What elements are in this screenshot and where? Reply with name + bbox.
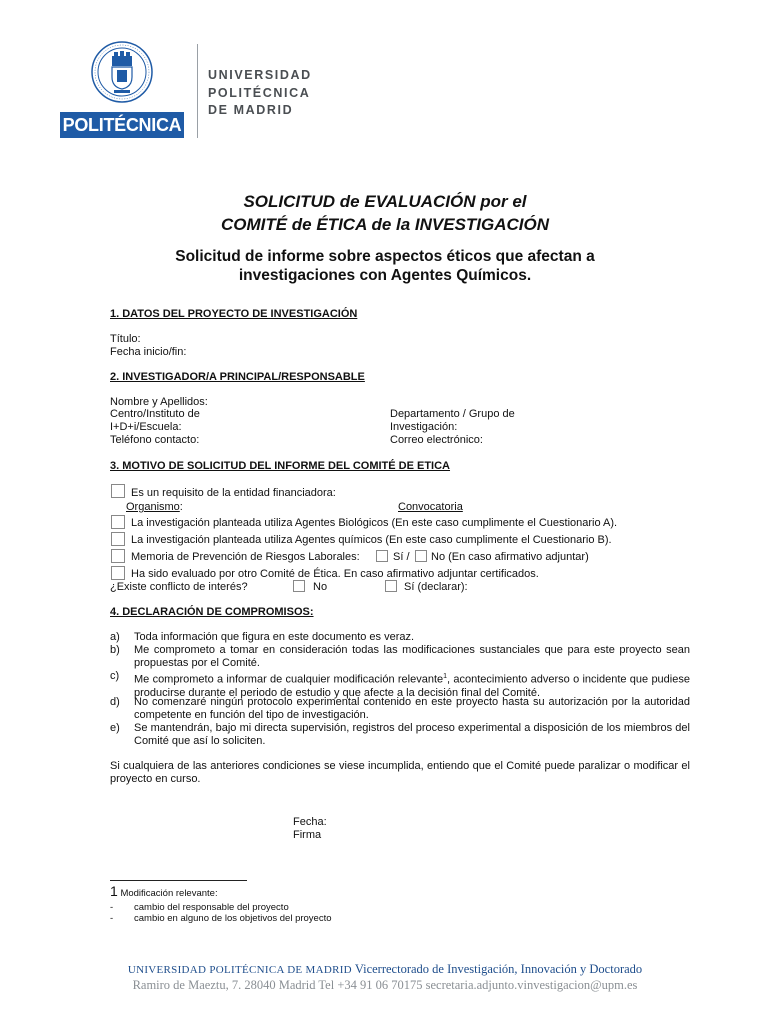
university-name (208, 67, 312, 120)
list-item-text-part: , acontecimiento adverso o incidente que pudiese producirse durante el periodo de estudio y que afecte a la decisión final del Comité. (134, 673, 690, 699)
memoria-no-checkbox[interactable] (415, 550, 427, 562)
departamento-label-line1: Departamento / Grupo de (390, 408, 515, 420)
section1-heading: 1. DATOS DEL PROYECTO DE INVESTIGACIÓN (110, 308, 358, 320)
signature-fecha-label: Fecha: (293, 816, 327, 828)
list-item-text: Toda información que figura en este documento es veraz. (134, 631, 415, 643)
conflicto-no-checkbox[interactable] (293, 580, 305, 592)
list-item (110, 644, 690, 670)
upm-logo (60, 40, 184, 138)
footer-university: UNIVERSIDAD POLITÉCNICA DE MADRID (127, 964, 352, 976)
conflicto-label: ¿Existe conflicto de interés? (110, 581, 248, 593)
quimicos-label: La investigación planteada utiliza Agentes químicos (En este caso cumplimente el Cuestionario B). (131, 534, 612, 546)
conflicto-si-label: Sí (declarar): (404, 581, 468, 593)
conflicto-si-checkbox[interactable] (385, 580, 397, 592)
list-marker: d) (110, 696, 120, 708)
header-divider (197, 44, 198, 138)
centro-label-line2: I+D+i/Escuela: (110, 421, 182, 433)
biologicos-checkbox[interactable] (111, 515, 125, 529)
nombre-label: Nombre y Apellidos: (110, 396, 208, 408)
brand-logo-text: POLITÉCNICA (60, 112, 184, 138)
signature-firma-label: Firma (293, 829, 322, 841)
convocatoria-label: Convocatoria (398, 501, 463, 513)
list-item (110, 722, 690, 748)
list-item-text: Se mantendrán, bajo mi directa supervisión, registros del proceso experimental a disposición de los miembros del Comité que así lo soliciten. (134, 722, 690, 747)
list-item (110, 631, 690, 644)
centro-label-line1: Centro/Instituto de (110, 408, 200, 420)
otro-comite-label: Ha sido evaluado por otro Comité de Ética. En caso afirmativo adjuntar certificados. (131, 568, 539, 580)
financiadora-checkbox[interactable] (111, 484, 125, 498)
otro-comite-checkbox[interactable] (111, 566, 125, 580)
memoria-si-checkbox[interactable] (376, 550, 388, 562)
list-item-text-part: Me comprometo a informar de cualquier modificación relevante (134, 673, 444, 686)
telefono-label: Teléfono contacto: (110, 434, 200, 446)
footer-line1 (0, 962, 770, 977)
footnote-item-marker: - (110, 902, 114, 913)
biologicos-label: La investigación planteada utiliza Agentes Biológicos (En este caso cumplimente el Cuestionario A). (131, 517, 618, 529)
memoria-si-label: Sí / (393, 551, 410, 563)
organismo-label (126, 501, 183, 514)
form-title-line2: COMITÉ de ÉTICA de la INVESTIGACIÓN (220, 215, 550, 234)
university-name-line: POLITÉCNICA (208, 85, 311, 100)
section3-heading: 3. MOTIVO DE SOLICITUD DEL INFORME DEL COMITÉ DE ETICA (110, 460, 451, 472)
footnote-item-text: cambio del responsable del proyecto (134, 902, 289, 913)
financiadora-label: Es un requisito de la entidad financiadora: (131, 487, 336, 499)
quimicos-checkbox[interactable] (111, 532, 125, 546)
section2-heading: 2. INVESTIGADOR/A PRINCIPAL/RESPONSABLE (110, 371, 365, 383)
list-item-text: Me comprometo a tomar en consideración todas las modificaciones sustanciales que para este proyecto sean propuestas por el Comité. (134, 644, 690, 669)
footnote-title-text: Modificación relevante: (120, 888, 218, 899)
university-seal-icon (90, 40, 154, 104)
list-item-text: No comenzaré ningún protocolo experimental contenido en este proyecto hasta su autorización por la autoridad competente en función del tipo de investigación. (134, 696, 690, 721)
departamento-label-line2: Investigación: (390, 421, 458, 433)
conflicto-no-label: No (313, 581, 328, 593)
list-marker: e) (110, 722, 120, 734)
university-name-line: DE MADRID (208, 103, 294, 117)
form-subtitle-line2: investigaciones con Agentes Químicos. (238, 267, 532, 284)
correo-label: Correo electrónico: (390, 434, 483, 446)
fecha-inicio-fin-label: Fecha inicio/fin: (110, 346, 187, 358)
list-marker: a) (110, 631, 120, 643)
closing-paragraph: Si cualquiera de las anteriores condiciones se viese incumplida, entiendo que el Comité puede paralizar o modificar el proyecto en curso. (110, 760, 690, 785)
form-subtitle-line1: Solicitud de informe sobre aspectos éticos que afectan a (175, 248, 595, 265)
university-name-line: UNIVERSIDAD (208, 68, 312, 82)
organismo-colon: : (179, 501, 183, 513)
section4-heading: 4. DECLARACIÓN DE COMPROMISOS: (110, 606, 314, 618)
list-marker: b) (110, 644, 120, 656)
memoria-label: Memoria de Prevención de Riesgos Laborales: (131, 551, 360, 563)
memoria-checkbox[interactable] (111, 549, 125, 563)
footnote-item-text: cambio en alguno de los objetivos del proyecto (134, 913, 332, 924)
list-item (110, 696, 690, 722)
footnote-title (110, 885, 218, 900)
footer-vicerrectorado: Vicerrectorado de Investigación, Innovación y Doctorado (354, 962, 643, 976)
footnote-divider (110, 880, 247, 881)
footnote-ref: 1 (443, 673, 448, 680)
footnote-number: 1 (110, 883, 118, 899)
organismo-text: Organismo (126, 501, 180, 513)
form-title-line1: SOLICITUD de EVALUACIÓN por el (243, 192, 527, 211)
memoria-no-label: No (En caso afirmativo adjuntar) (431, 551, 589, 563)
footer-address: Ramiro de Maeztu, 7. 28040 Madrid Tel +34 91 06 70175 secretaria.adjunto.vinvestigacion@upm.es (132, 978, 638, 992)
titulo-label: Título: (110, 333, 141, 345)
list-marker: c) (110, 670, 120, 682)
footnote-item-marker: - (110, 913, 114, 924)
